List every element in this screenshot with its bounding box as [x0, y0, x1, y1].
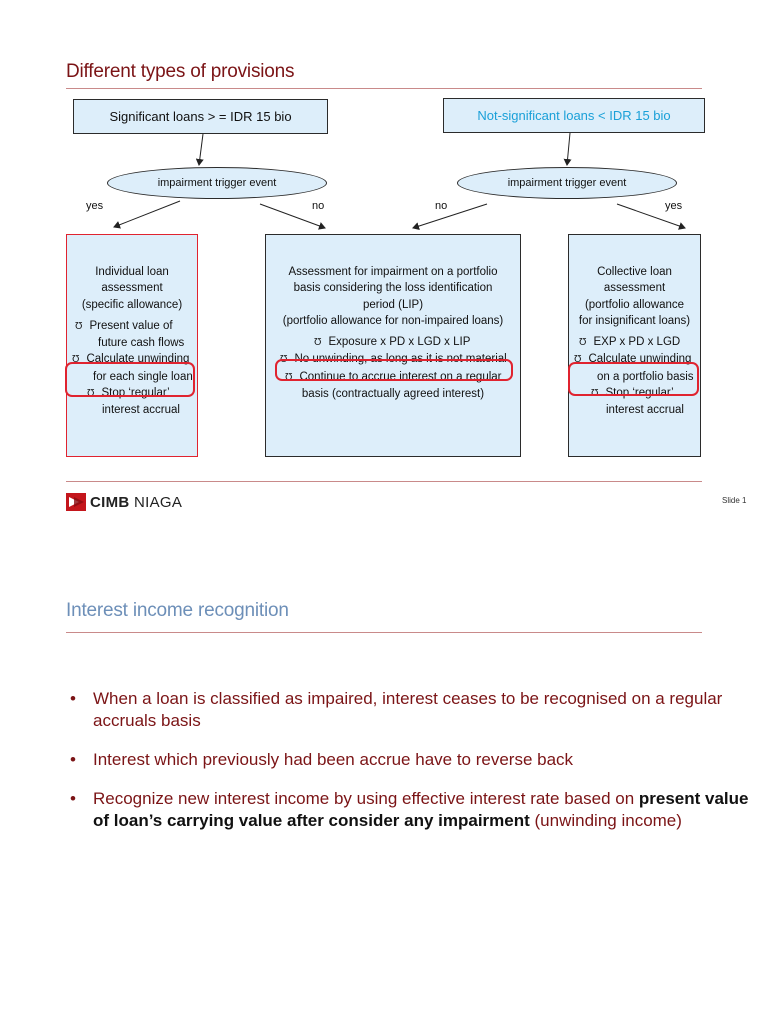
highlight-left — [65, 362, 195, 400]
arrow-nonsig-to-trigger — [567, 133, 570, 165]
flow-arrows — [0, 0, 768, 240]
list-item: • When a loan is classified as impaired, interest ceases to be recognised on a regular accruals basis — [70, 688, 750, 732]
not-significant-loans-label: Not-significant loans < IDR 15 bio — [477, 108, 671, 123]
interest-points-list — [70, 688, 750, 849]
panel-left-bullet-item: Ʊ Stop ‘regular’ — [87, 387, 170, 400]
panel-right-line: assessment — [603, 282, 666, 295]
panel-right-line: (portfolio allowance — [584, 298, 685, 311]
bullet-icon: Ʊ — [72, 354, 80, 366]
portfolio-assessment-panel — [265, 234, 521, 457]
highlight-center — [275, 359, 513, 381]
trigger-event-right-label: impairment trigger event — [507, 177, 627, 189]
panel-right-line: for insignificant loans) — [578, 314, 691, 327]
panel-left-line: (specific allowance) — [81, 298, 183, 311]
panel-left-bullet-item: Ʊ Calculate unwinding — [72, 353, 190, 366]
panel-center-bullet-item: Ʊ No unwinding, as long as it is not material — [280, 353, 507, 366]
panel-right-bullet-item: Ʊ Stop ‘regular’ — [591, 387, 674, 400]
panel-center-line: (portfolio allowance for non-impaired loans) — [282, 314, 504, 327]
bullet-icon: Ʊ — [591, 388, 599, 400]
list-item: • Interest which previously had been accrue have to reverse back — [70, 749, 750, 771]
significant-loans-label: Significant loans > = IDR 15 bio — [109, 109, 292, 124]
bullet-icon: Ʊ — [314, 337, 322, 349]
arrow-no-right — [413, 204, 487, 228]
panel-center-bullet-item: Ʊ Exposure x PD x LGD x LIP — [314, 336, 471, 349]
highlight-right — [568, 362, 699, 396]
panel-center-bullet-item: Ʊ Continue to accrue interest on a regular — [285, 370, 502, 383]
panel-center-line: Assessment for impairment on a portfolio — [288, 266, 498, 278]
panel-left-bullet-cont: future cash flows — [98, 337, 185, 350]
panel-center-line: period (LIP) — [362, 298, 424, 311]
collective-assessment-panel — [568, 234, 701, 457]
panel-right-bullet-item: Ʊ Calculate unwinding — [574, 353, 692, 366]
arrow-sig-to-trigger — [199, 134, 203, 165]
slide1-title: Different types of provisions — [66, 61, 295, 82]
logo-text: CIMB NIAGA — [90, 493, 183, 511]
panel-right-line: Collective loan — [597, 266, 672, 278]
cimb-niaga-logo — [66, 493, 182, 511]
bullet-icon: Ʊ — [579, 337, 587, 349]
no-left-label: no — [312, 200, 325, 212]
bullet-icon: Ʊ — [75, 320, 83, 332]
arrow-yes-left — [114, 201, 180, 227]
panel-left-line: assessment — [101, 282, 163, 295]
slide2-title: Interest income recognition — [66, 600, 289, 621]
no-right-label: no — [435, 200, 448, 212]
bullet-icon: Ʊ — [574, 354, 582, 366]
panel-right-bullet-item: Ʊ EXP x PD x LGD — [579, 336, 681, 349]
cimb-logo-icon — [66, 493, 86, 511]
yes-right-label: yes — [665, 200, 683, 212]
footer-divider — [66, 481, 702, 482]
individual-assessment-panel — [66, 234, 198, 457]
bullet-icon: Ʊ — [87, 388, 95, 400]
panel-left-bullet-cont: interest accrual — [102, 404, 180, 417]
slide2-divider — [66, 632, 702, 633]
panel-left-line: Individual loan — [95, 266, 169, 278]
bullet-icon: Ʊ — [285, 371, 293, 383]
bold-emphasis: present value of loan’s carrying value after consider any impairment — [93, 789, 749, 830]
bullet-icon: Ʊ — [280, 354, 288, 366]
yes-left-label: yes — [86, 200, 104, 212]
panel-right-bullet-cont: interest accrual — [606, 404, 684, 417]
slide-number: Slide 1 — [722, 496, 747, 505]
panel-center-line: basis considering the loss identification — [293, 282, 493, 295]
list-item: • Recognize new interest income by using effective interest rate based on present value of loan’s carrying value after consider any impairment (unwinding income) — [70, 788, 750, 832]
panel-center-bullet-cont: basis (contractually agreed interest) — [301, 388, 485, 401]
trigger-event-left-label: impairment trigger event — [157, 177, 277, 189]
panel-right-bullet-cont: on a portfolio basis — [597, 370, 694, 383]
panel-left-bullet-cont: for each single loan — [93, 370, 193, 383]
panel-left-bullet-item: Ʊ Present value of — [75, 319, 173, 332]
